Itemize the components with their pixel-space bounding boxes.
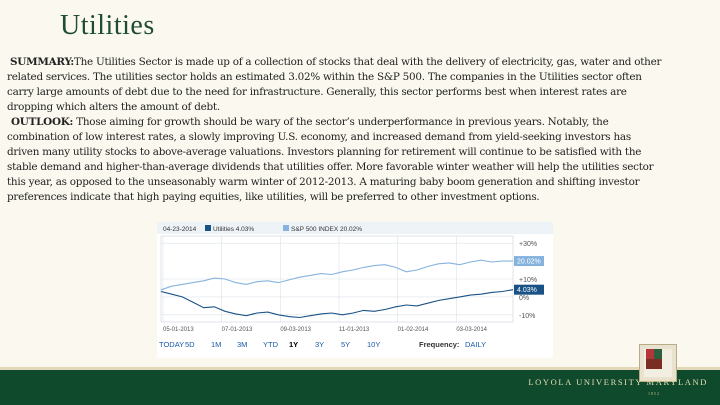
range-button-5d[interactable]: 5D bbox=[185, 340, 195, 349]
x-tick-label: 07-01-2013 bbox=[221, 327, 253, 333]
legend-label-0: Utilities 4.03% bbox=[213, 226, 255, 233]
slide-body bbox=[7, 55, 663, 205]
legend-swatch-0 bbox=[205, 225, 211, 231]
chart-svg bbox=[157, 222, 553, 358]
summary-lead: SUMMARY: bbox=[10, 56, 74, 68]
university-tagline: 1852 bbox=[648, 391, 660, 396]
range-button-ytd[interactable]: YTD bbox=[263, 340, 278, 349]
y-tick-label: +10% bbox=[519, 277, 538, 284]
outlook-paragraph bbox=[7, 115, 663, 205]
range-button-3m[interactable]: 3M bbox=[237, 340, 248, 349]
university-name: LOYOLA UNIVERSITY MARYLAND bbox=[528, 377, 708, 387]
slide-title: Utilities bbox=[60, 10, 155, 41]
x-tick-label: 09-03-2013 bbox=[280, 327, 312, 333]
range-button-10y[interactable]: 10Y bbox=[367, 340, 381, 349]
outlook-text: Those aiming for growth should be wary of the sector’s underperformance in previous years. Notably, the combination of low interest rates, a slowly improving U.S. economy, and increased demand from yield-seeking investors has driven many utility stocks to above-average valuations. Investors planning for retirement will continue to be satisfied with the stable demand and higher-than-average dividends that utilities offer. More favorable winter weather will help the utilities sector this year, as opposed to the unseasonably warm winter of 2012-2013. A maturing baby boom generation and shifting investor preferences indicate that high paying equities, like utilities, will be preferred to other investment options. bbox=[7, 116, 654, 203]
y-tick-label: -10% bbox=[519, 312, 536, 320]
frequency-select[interactable]: DAILY bbox=[465, 340, 487, 349]
range-button-1y[interactable]: 1Y bbox=[289, 340, 299, 349]
end-label-0: 4.03% bbox=[517, 287, 537, 295]
chart-header-date: 04-23-2014 bbox=[163, 226, 197, 233]
range-button-5y[interactable]: 5Y bbox=[341, 340, 351, 349]
legend-label-1: S&P 500 INDEX 20.02% bbox=[291, 226, 363, 233]
legend-swatch-1 bbox=[283, 225, 289, 231]
range-button-today[interactable]: TODAY bbox=[159, 340, 185, 349]
footer-stripe bbox=[0, 367, 720, 370]
y-tick-label: +30% bbox=[519, 241, 538, 249]
summary-text: The Utilities Sector is made up of a collection of stocks that deal with the delivery of electricity, gas, water and other related services. The utilities sector holds an estimated 3.02% within the S&P 500. The companies in the Utilities sector often carry large amounts of debt due to the need for infrastructure. Generally, this sector performs best when interest rates are dropping which alters the amount of debt. bbox=[7, 56, 662, 113]
end-label-1: 20.02% bbox=[517, 258, 541, 266]
x-tick-label: 05-01-2013 bbox=[163, 327, 194, 333]
range-button-3y[interactable]: 3Y bbox=[315, 340, 325, 349]
x-tick-label: 03-03-2014 bbox=[456, 327, 488, 333]
y-tick-label: 0% bbox=[519, 294, 530, 302]
x-tick-label: 01-02-2014 bbox=[397, 327, 429, 333]
range-button-1m[interactable]: 1M bbox=[211, 340, 222, 349]
frequency-label: Frequency: bbox=[419, 340, 460, 349]
outlook-lead: OUTLOOK: bbox=[11, 116, 74, 128]
performance-chart bbox=[157, 222, 553, 358]
x-tick-label: 11-01-2013 bbox=[339, 327, 370, 333]
summary-paragraph bbox=[7, 55, 663, 115]
